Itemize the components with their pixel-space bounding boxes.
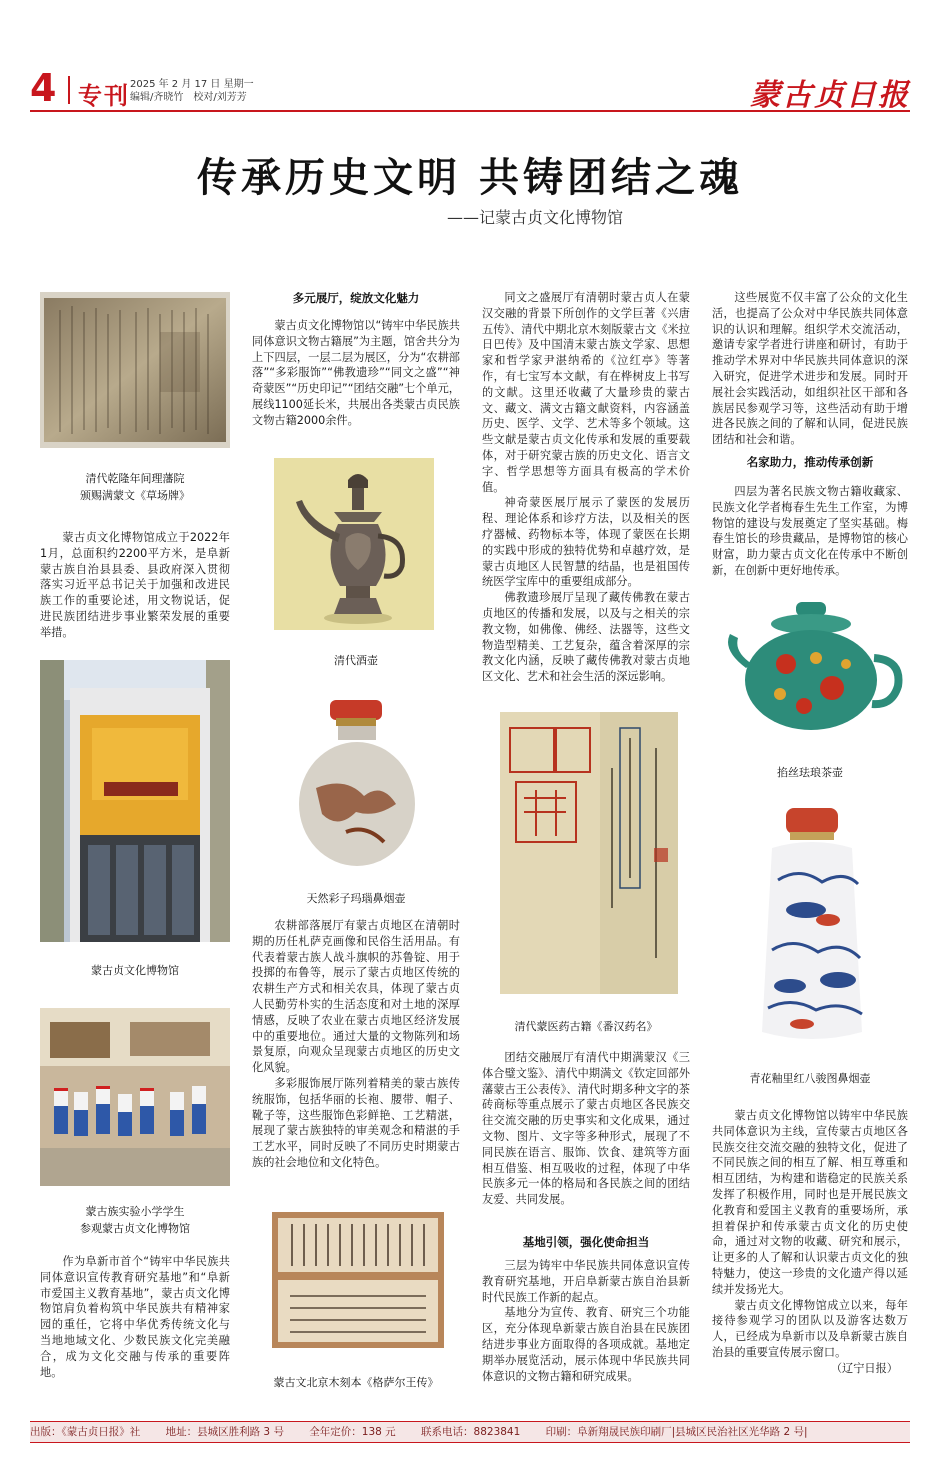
photo-students-visit [40, 1008, 230, 1186]
photo-museum-building [40, 660, 230, 942]
footer-printer: 印刷：阜新翔晟民族印刷厂|县城区民治社区光华路 2 号| [545, 1426, 808, 1438]
heading-base-mission: 基地引领，强化使命担当 [522, 1235, 650, 1249]
footer-phone: 联系电话：8823841 [421, 1426, 521, 1438]
article-source: （辽宁日报） [830, 1361, 898, 1375]
footer-publisher: 出版：《蒙古贞日报》社 [30, 1426, 141, 1438]
footer-price: 全年定价：138 元 [309, 1426, 396, 1438]
col3-paragraph-unity-hall: 团结交融展厅有清代中期满蒙汉《三体合璧文鉴》、清代中期满文《钦定回部外藩蒙古王公表传》、清代时期多种文字的茶砖商标等重点展示了蒙古贞地区各民族交往交流交融的历史事实和文化成果，通过文物、图片、文字等多种形式，展现了不同民族在语言、服饰、饮食、建筑等方面相互借鉴、相互吸收的过程，体现了中华民族多元一体的格局和各民族之间的团结友爱、共同发展。 [482, 1051, 690, 1207]
article-subtitle: ——记蒙古贞文化博物馆 [446, 208, 623, 227]
caption-museum-building: 蒙古贞文化博物馆 [91, 964, 179, 977]
col1-paragraph-2: 作为阜新市首个“铸牢中华民族共同体意识宣传教育研究基地”和“阜新市爱国主义教育基地”，蒙古贞文化博物馆肩负着构筑中华民族共有精神家园的重任，它将中华优秀传统文化与当地地域文化、少数民族文化完美融合，成为文化交融与传承的重要阵地。 [40, 1255, 230, 1379]
issue-meta [130, 78, 254, 104]
issue-editors: 编辑/齐晓竹 校对/刘芳芳 [130, 92, 247, 103]
photo-agate-snuff-bottle [286, 692, 428, 870]
photo-qing-ewer [274, 458, 434, 630]
col4-paragraph-1: 这些展览不仅丰富了公众的文化生活，也提高了公众对中华民族共同体意识的认识和理解。组织学术交流活动，邀请专家学者进行讲座和研讨，有助于推动学术界对中华民族共同体意识的深入研究，促进学术进步和发展。同时开展社会实践活动，如组织社区干部和各族居民参观学习等，这些活动有助于增进各民族之间的了解和认同，促进民族团结和社会和谐。 [712, 291, 908, 447]
col1-paragraph-1: 蒙古贞文化博物馆成立于2022年1月，总面积约2200平方米，是阜新蒙古族自治县县委、县政府深入贯彻落实习近平总书记关于加强和改进民族工作的重要论述，用文物说话，促进民族团结进步事业繁荣发展的重要举措。 [40, 531, 230, 639]
col4-paragraph-2: 四层为著名民族文物古籍收藏家、民族文化学者梅春生先生工作室，为博物馆的建设与发展奠定了坚实基础。梅春生馆长的珍贵藏品，是博物馆的核心财富，助力蒙古贞文化在传承中不断创新，在创新中更好地传承。 [712, 485, 908, 577]
caption-medicine-book: 清代蒙医药古籍《番汉药名》 [514, 1020, 658, 1033]
heading-multicultural-halls: 多元展厅，绽放文化魅力 [292, 291, 420, 305]
caption-cloisonne-teapot: 掐丝珐琅茶壶 [777, 766, 843, 779]
footer-address: 地址：县城区胜利路 3 号 [165, 1426, 284, 1438]
masthead-divider [68, 76, 70, 104]
caption-gesar-woodblock: 蒙古文北京木刻本《格萨尔王传》 [273, 1376, 439, 1389]
photo-blue-white-snuff-bottle [732, 800, 892, 1052]
col2-paragraph-1: 蒙古贞文化博物馆以“铸牢中华民族共同体意识文物古籍展”为主题，馆舍共分为上下四层，一层二层为展区，分为“农耕部落”“多彩服饰”“佛教遗珍”“同文之盛”“神奇蒙医”“历史印记”“团结交融”七个单元，展线1100延长米，共展出各类蒙古贞民族文物古籍2000余件。 [252, 319, 460, 427]
photo-grassland-tablet [40, 292, 230, 448]
article-title: 传承历史文明 共铸团结之魂 [197, 154, 743, 201]
caption-agate-snuff-bottle: 天然彩子玛瑙鼻烟壶 [306, 892, 406, 905]
issue-date: 2025 年 2 月 17 日 星期一 [130, 79, 254, 90]
paper-logo: 蒙古贞日报 [750, 78, 910, 113]
col2-paragraph-2: 农耕部落展厅有蒙古贞地区在清朝时期的历任札萨克画像和民俗生活用品。有代表着蒙古族人战斗旗帜的苏鲁锭、用于投掷的布鲁等，展示了蒙古贞地区传统的农耕生产方式和相关农具，体现了蒙古贞人民勤劳朴实的生活态度和对土地的深厚情感，反映了农业在蒙古贞地区经济发展中的重要地位。通过大量的文物陈列和场景复原，向观众呈现蒙古贞地区的历史文化风貌。 多彩服饰展厅陈列着精美的蒙古族传统服饰，包括华丽的长袍、腰带、帽子、靴子等，这些服饰色彩鲜艳、工艺精湛，展现了蒙古族独特的审美观念和精湛的手工艺水平，同时反映了不同历史时期蒙古族的社会地位和文化特色。 [252, 919, 460, 1169]
col3-paragraphs-upper: 同文之盛展厅有清朝时蒙古贞人在蒙汉交融的背景下所创作的文学巨著《兴唐五传》、清代中期北京木刻版蒙古文《米拉日巴传》及中国清末蒙古族文学家、思想家和哲学家尹湛纳希的《泣红亭》等著作，有七宝写本文献，有在桦树皮上书写的文献。这里还收藏了大量珍贵的蒙古文、藏文、满文古籍文献资料，内容涵盖历史、医学、文学、艺术等多个领域。这些文献是蒙古贞文化传承和发展的重要载体，对于研究蒙古族的历史文化、语言文字、哲学思想等方面具有极高的学术价值。 神奇蒙医展厅展示了蒙医的发展历程、理论体系和诊疗方法，以及相关的医疗器械、药物标本等，体现了蒙医在长期的实践中形成的独特优势和卓越疗效，是蒙古贞地区人民智慧的结晶，也是祖国传统医学宝库中的重要组成部分。 佛教遗珍展厅呈现了藏传佛教在蒙古贞地区的传播和发展，以及与之相关的宗教文物，如佛像、佛经、法器等，这些文物造型精美、工艺复杂，蕴含着深厚的宗教文化内涵，反映了藏传佛教对蒙古贞地区文化、艺术和社会生活的深远影响。 [482, 291, 690, 684]
col4-paragraphs-closing: 蒙古贞文化博物馆以铸牢中华民族共同体意识为主线，宣传蒙古贞地区各民族交往交流交融的独特文化，促进了不同民族之间的相互了解、相互尊重和相互团结，为构建和谐稳定的民族关系发挥了积极作用，同时也是开展民族文化教育和爱国主义教育的重要场所，承担着保护和传承蒙古贞文化的历史使命，通过对文物的收藏、研究和展示，让更多的人了解和认识蒙古贞文化的独特魅力，使这一珍贵的文化遗产得以延续并发扬光大。 蒙古贞文化博物馆成立以来，每年接待参观学习的团队以及游客达数万人，已经成为阜新市以及阜新蒙古族自治县的重要宣传展示窗口。 （辽宁日报） [712, 1109, 908, 1375]
photo-gesar-woodblock [268, 1206, 448, 1354]
heading-masters-help: 名家助力，推动传承创新 [746, 455, 874, 469]
caption-grassland-tablet: 清代乾隆年间理藩院 颁赐满蒙文《草场牌》 [80, 472, 190, 502]
caption-students-visit: 蒙古族实验小学学生 参观蒙古贞文化博物馆 [80, 1205, 190, 1235]
masthead [30, 66, 910, 113]
section-name: 专刊 [78, 82, 130, 110]
caption-blue-white-snuff-bottle: 青花釉里红八骏图鼻烟壶 [749, 1072, 871, 1085]
photo-medicine-book [496, 708, 682, 998]
caption-qing-ewer: 清代酒壶 [334, 654, 378, 667]
page-number: 4 [30, 66, 57, 110]
col3-paragraphs-lower: 三层为铸牢中华民族共同体意识宣传教育研究基地，开启阜新蒙古族自治县新时代民族工作新的起点。 基地分为宣传、教育、研究三个功能区，充分体现阜新蒙古族自治县在民族团结进步事业方面取得的各项成就。基地定期举办展览活动，展示体现中华民族共同体意识的文物古籍和研究成果。 [482, 1259, 690, 1383]
imprint-footer [30, 1421, 910, 1443]
photo-cloisonne-teapot [716, 594, 906, 738]
